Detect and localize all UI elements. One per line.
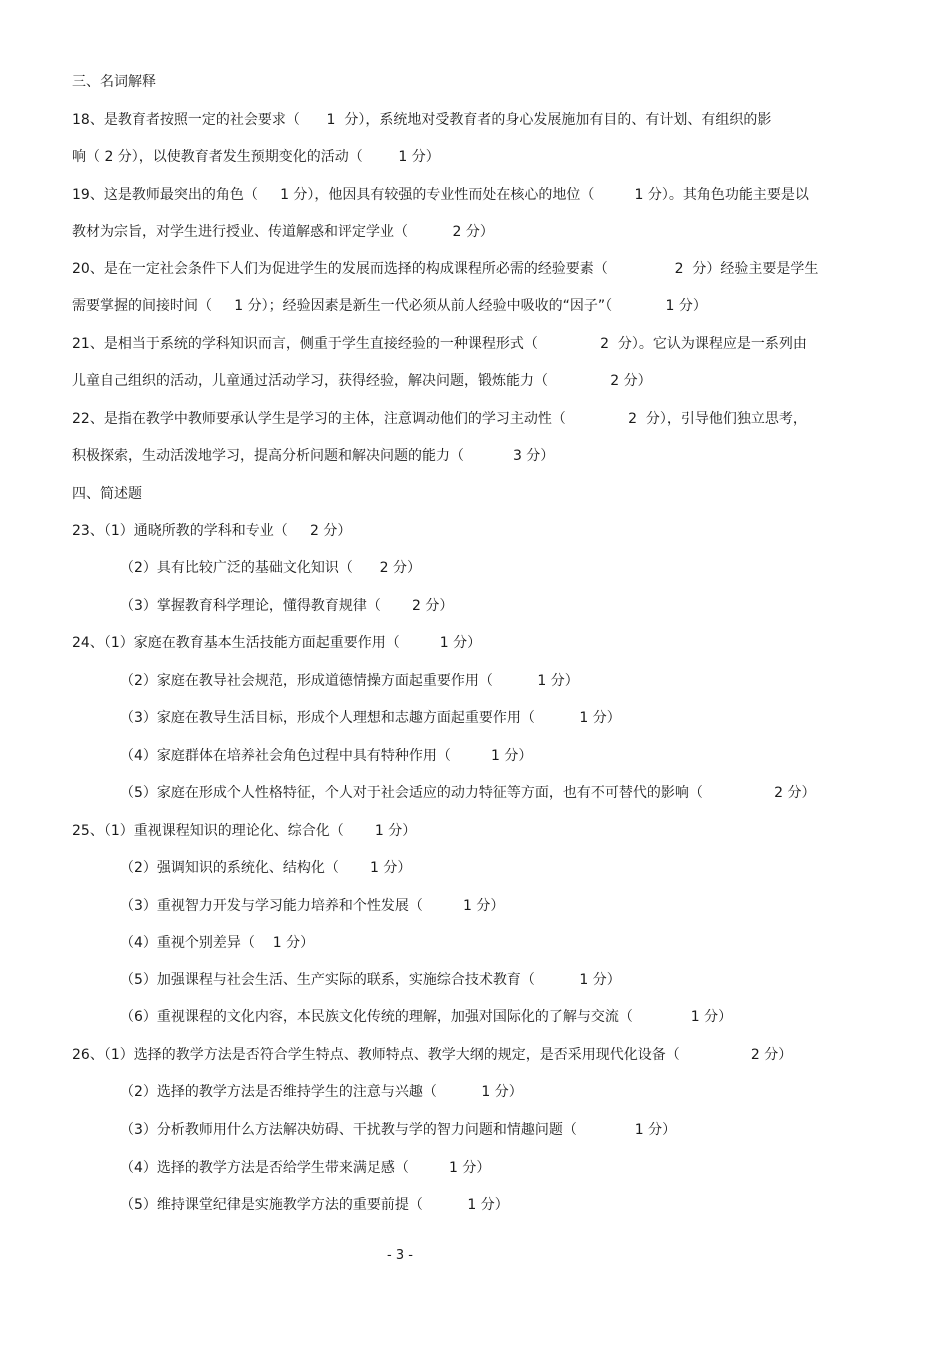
q25-item-5: （5）加强课程与社会生活、生产实际的联系，实施综合技术教育（ 1 分） bbox=[120, 972, 621, 988]
q26-item-4: （4）选择的教学方法是否给学生带来满足感（ 1 分） bbox=[120, 1160, 491, 1176]
q23-item-3: （3）掌握教育科学理论，懂得教育规律（ 2 分） bbox=[120, 598, 454, 614]
q22-line-1: 22、是指在教学中教师要承认学生是学习的主体，注意调动他们的学习主动性（ 2 分），引导他们独立思考， bbox=[72, 411, 807, 427]
q24-item-4: （4）家庭群体在培养社会角色过程中具有特种作用（ 1 分） bbox=[120, 748, 533, 764]
q25-item-6: （6）重视课程的文化内容，本民族文化传统的理解，加强对国际化的了解与交流（ 1 分） bbox=[120, 1009, 733, 1025]
q18-line-2: 响（ 2 分），以使教育者发生预期变化的活动（ 1 分） bbox=[72, 149, 440, 165]
q25-item-2: （2）强调知识的系统化、结构化（ 1 分） bbox=[120, 860, 412, 876]
q26-item-2: （2）选择的教学方法是否维持学生的注意与兴趣（ 1 分） bbox=[120, 1084, 523, 1100]
q25-item-3: （3）重视智力开发与学习能力培养和个性发展（ 1 分） bbox=[120, 898, 505, 914]
q26-item-1: 26、（1）选择的教学方法是否符合学生特点、教师特点、教学大纲的规定，是否采用现代化设备（ 2 分） bbox=[72, 1047, 793, 1063]
q20-line-1: 20、是在一定社会条件下人们为促进学生的发展而选择的构成课程所必需的经验要素（ 2 分）经验主要是学生 bbox=[72, 261, 819, 277]
q24-item-2: （2）家庭在教导社会规范，形成道德情操方面起重要作用（ 1 分） bbox=[120, 673, 579, 689]
q21-line-2: 儿童自己组织的活动，儿童通过活动学习，获得经验，解决问题，锻炼能力（ 2 分） bbox=[72, 373, 652, 389]
q20-line-2: 需要掌握的间接时间（ 1 分）；经验因素是新生一代必须从前人经验中吸收的“因子”（ 1 分） bbox=[72, 298, 707, 314]
q25-item-4: （4）重视个别差异（ 1 分） bbox=[120, 935, 315, 951]
q19-line-1: 19、这是教师最突出的角色（ 1 分），他因具有较强的专业性而处在核心的地位（ 1 分）。其角色功能主要是以 bbox=[72, 187, 809, 203]
q26-item-5: （5）维持课堂纪律是实施教学方法的重要前提（ 1 分） bbox=[120, 1197, 509, 1213]
q25-item-1: 25、（1）重视课程知识的理论化、综合化（ 1 分） bbox=[72, 823, 417, 839]
q19-line-2: 教材为宗旨，对学生进行授业、传道解惑和评定学业（ 2 分） bbox=[72, 224, 494, 240]
section-heading-short-answer: 四、简述题 bbox=[72, 486, 142, 502]
q26-item-3: （3）分析教师用什么方法解决妨碍、干扰教与学的智力问题和情趣问题（ 1 分） bbox=[120, 1122, 677, 1138]
page-number: - 3 - bbox=[387, 1248, 413, 1263]
section-heading-definitions: 三、名词解释 bbox=[72, 74, 156, 90]
q22-line-2: 积极探索，生动活泼地学习，提高分析问题和解决问题的能力（ 3 分） bbox=[72, 448, 555, 464]
q21-line-1: 21、是相当于系统的学科知识而言，侧重于学生直接经验的一种课程形式（ 2 分）。它认为课程应是一系列由 bbox=[72, 336, 807, 352]
q23-item-1: 23、（1）通晓所教的学科和专业（ 2 分） bbox=[72, 523, 352, 539]
q23-item-2: （2）具有比较广泛的基础文化知识（ 2 分） bbox=[120, 560, 421, 576]
q24-item-3: （3）家庭在教导生活目标，形成个人理想和志趣方面起重要作用（ 1 分） bbox=[120, 710, 621, 726]
q18-line-1: 18、是教育者按照一定的社会要求（ 1 分），系统地对受教育者的身心发展施加有目的、有计划、有组织的影 bbox=[72, 112, 772, 128]
q24-item-5: （5）家庭在形成个人性格特征，个人对于社会适应的动力特征等方面，也有不可替代的影响（ 2 分） bbox=[120, 785, 816, 801]
q24-item-1: 24、（1）家庭在教育基本生活技能方面起重要作用（ 1 分） bbox=[72, 635, 482, 651]
